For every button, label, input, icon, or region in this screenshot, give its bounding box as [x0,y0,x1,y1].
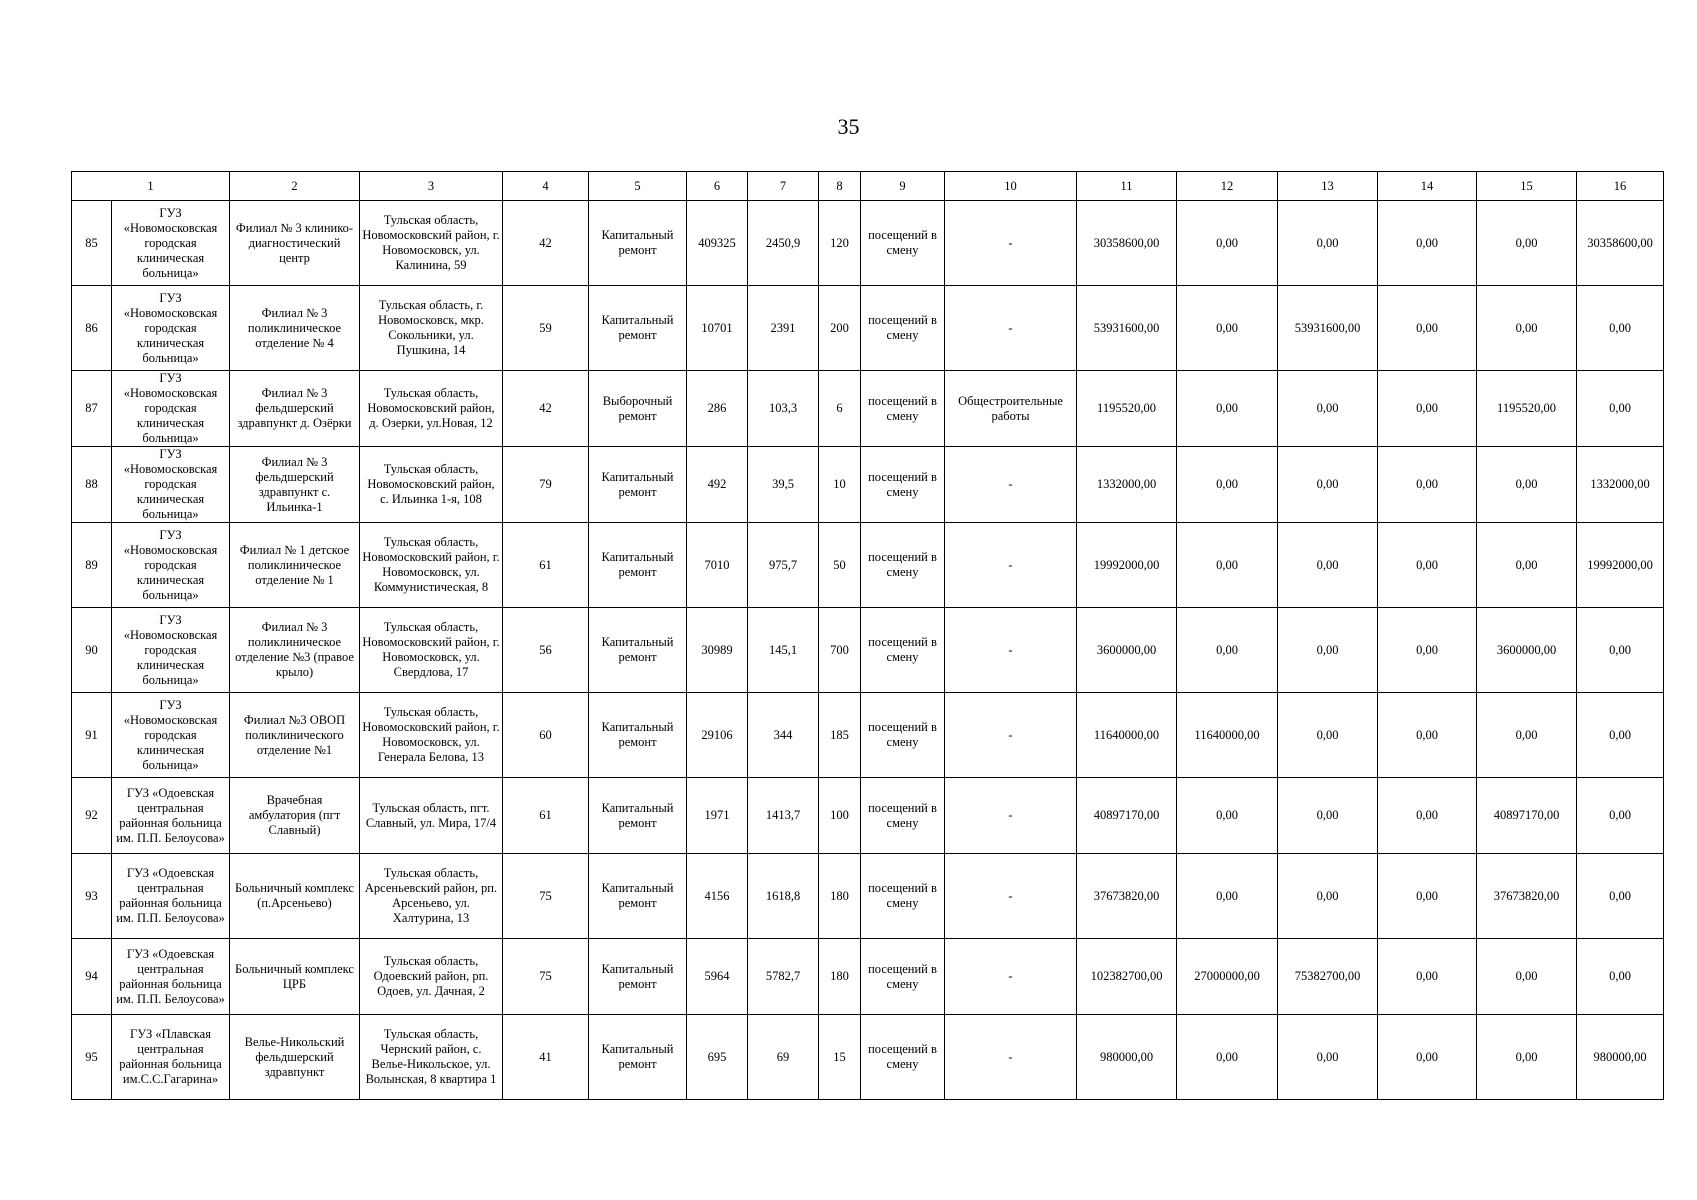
table-row [72,201,1664,286]
address-cell: Тульская область, Новомосковский район, д. Озерки, ул.Новая, 12 [360,371,503,447]
work-kind-cell: - [945,1015,1077,1100]
amount-col15-cell: 0,00 [1477,447,1577,523]
organization-cell: ГУЗ «Новомосковская городская клиническая больница» [112,201,230,286]
work-kind-cell: - [945,201,1077,286]
amount-col14-cell: 0,00 [1378,1015,1477,1100]
facility-cell: Филиал № 3 фельдшерский здравпункт д. Озёрки [230,371,360,447]
table-row [72,1015,1664,1100]
col6-cell: 492 [687,447,748,523]
work-kind-cell: - [945,939,1077,1015]
amount-col16-cell: 980000,00 [1577,1015,1664,1100]
page-number: 35 [837,114,860,139]
col6-cell: 286 [687,371,748,447]
address-cell: Тульская область, Новомосковский район, г. Новомосковск, ул. Калинина, 59 [360,201,503,286]
work-kind-cell: Общестроительные работы [945,371,1077,447]
capacity-unit-cell: посещений в смену [861,854,945,939]
work-type-cell: Капитальный ремонт [589,286,687,371]
col6-cell: 5964 [687,939,748,1015]
table-body [72,201,1664,1100]
amount-col16-cell: 1332000,00 [1577,447,1664,523]
organization-cell: ГУЗ «Плавская центральная районная больница им.С.С.Гагарина» [112,1015,230,1100]
amount-col14-cell: 0,00 [1378,693,1477,778]
amount-col15-cell: 0,00 [1477,523,1577,608]
capacity-cell: 100 [819,778,861,854]
organization-cell: ГУЗ «Новомосковская городская клиническая больница» [112,286,230,371]
address-cell: Тульская область, Одоевский район, рп. Одоев, ул. Дачная, 2 [360,939,503,1015]
amount-col14-cell: 0,00 [1378,939,1477,1015]
col4-cell: 42 [503,201,589,286]
total-amount-cell: 1332000,00 [1077,447,1177,523]
col6-cell: 409325 [687,201,748,286]
amount-col13-cell: 53931600,00 [1278,286,1378,371]
address-cell: Тульская область, Новомосковский район, г. Новомосковск, ул. Коммунистическая, 8 [360,523,503,608]
organization-cell: ГУЗ «Новомосковская городская клиническая больница» [112,523,230,608]
data-table-wrapper [71,171,1663,1100]
col6-cell: 4156 [687,854,748,939]
total-amount-cell: 30358600,00 [1077,201,1177,286]
row-number: 87 [72,371,112,447]
total-amount-cell: 1195520,00 [1077,371,1177,447]
facility-cell: Филиал № 3 поликлиническое отделение № 4 [230,286,360,371]
amount-col12-cell: 0,00 [1177,447,1278,523]
amount-col14-cell: 0,00 [1378,371,1477,447]
address-cell: Тульская область, Новомосковский район, г. Новомосковск, ул. Свердлова, 17 [360,608,503,693]
table-row [72,693,1664,778]
facility-cell: Врачебная амбулатория (пгт Славный) [230,778,360,854]
column-header: 6 [687,172,748,201]
address-cell: Тульская область, пгт. Славный, ул. Мира, 17/4 [360,778,503,854]
col6-cell: 10701 [687,286,748,371]
amount-col12-cell: 0,00 [1177,854,1278,939]
row-number: 92 [72,778,112,854]
capacity-unit-cell: посещений в смену [861,778,945,854]
capacity-cell: 185 [819,693,861,778]
amount-col16-cell: 19992000,00 [1577,523,1664,608]
row-number: 88 [72,447,112,523]
row-number: 91 [72,693,112,778]
capacity-unit-cell: посещений в смену [861,201,945,286]
column-header: 10 [945,172,1077,201]
row-number: 94 [72,939,112,1015]
amount-col13-cell: 0,00 [1278,523,1378,608]
row-number: 89 [72,523,112,608]
col6-cell: 7010 [687,523,748,608]
col4-cell: 61 [503,523,589,608]
col4-cell: 59 [503,286,589,371]
amount-col12-cell: 0,00 [1177,371,1278,447]
organization-cell: ГУЗ «Одоевская центральная районная больница им. П.П. Белоусова» [112,778,230,854]
row-number: 93 [72,854,112,939]
capacity-cell: 700 [819,608,861,693]
amount-col14-cell: 0,00 [1378,778,1477,854]
total-amount-cell: 3600000,00 [1077,608,1177,693]
capacity-cell: 120 [819,201,861,286]
address-cell: Тульская область, Новомосковский район, г. Новомосковск, ул. Генерала Белова, 13 [360,693,503,778]
organization-cell: ГУЗ «Одоевская центральная районная больница им. П.П. Белоусова» [112,939,230,1015]
work-type-cell: Капитальный ремонт [589,201,687,286]
amount-col15-cell: 40897170,00 [1477,778,1577,854]
amount-col12-cell: 27000000,00 [1177,939,1278,1015]
col4-cell: 61 [503,778,589,854]
work-kind-cell: - [945,286,1077,371]
amount-col15-cell: 0,00 [1477,201,1577,286]
amount-col16-cell: 0,00 [1577,778,1664,854]
capacity-cell: 15 [819,1015,861,1100]
amount-col14-cell: 0,00 [1378,201,1477,286]
total-amount-cell: 40897170,00 [1077,778,1177,854]
amount-col15-cell: 37673820,00 [1477,854,1577,939]
amount-col16-cell: 0,00 [1577,608,1664,693]
table-row [72,854,1664,939]
col6-cell: 695 [687,1015,748,1100]
work-type-cell: Выборочный ремонт [589,371,687,447]
column-header: 3 [360,172,503,201]
area-cell: 1413,7 [748,778,819,854]
column-header: 1 [72,172,230,201]
amount-col13-cell: 0,00 [1278,778,1378,854]
facility-cell: Филиал № 1 детское поликлиническое отделение № 1 [230,523,360,608]
amount-col12-cell: 0,00 [1177,1015,1278,1100]
amount-col13-cell: 0,00 [1278,854,1378,939]
amount-col14-cell: 0,00 [1378,608,1477,693]
amount-col12-cell: 0,00 [1177,778,1278,854]
table-row [72,778,1664,854]
column-header: 15 [1477,172,1577,201]
work-kind-cell: - [945,523,1077,608]
table-row [72,371,1664,447]
col4-cell: 79 [503,447,589,523]
total-amount-cell: 11640000,00 [1077,693,1177,778]
organization-cell: ГУЗ «Новомосковская городская клиническая больница» [112,371,230,447]
work-type-cell: Капитальный ремонт [589,608,687,693]
capacity-unit-cell: посещений в смену [861,1015,945,1100]
area-cell: 2391 [748,286,819,371]
capacity-unit-cell: посещений в смену [861,371,945,447]
amount-col13-cell: 0,00 [1278,1015,1378,1100]
capacity-unit-cell: посещений в смену [861,286,945,371]
column-header: 14 [1378,172,1477,201]
row-number: 95 [72,1015,112,1100]
amount-col14-cell: 0,00 [1378,286,1477,371]
work-type-cell: Капитальный ремонт [589,854,687,939]
area-cell: 344 [748,693,819,778]
work-type-cell: Капитальный ремонт [589,778,687,854]
capacity-unit-cell: посещений в смену [861,693,945,778]
capacity-unit-cell: посещений в смену [861,447,945,523]
capacity-unit-cell: посещений в смену [861,523,945,608]
capacity-cell: 6 [819,371,861,447]
amount-col12-cell: 11640000,00 [1177,693,1278,778]
column-header: 12 [1177,172,1278,201]
work-type-cell: Капитальный ремонт [589,447,687,523]
amount-col16-cell: 0,00 [1577,854,1664,939]
work-type-cell: Капитальный ремонт [589,1015,687,1100]
column-header: 2 [230,172,360,201]
amount-col16-cell: 30358600,00 [1577,201,1664,286]
facility-cell: Больничный комплекс (п.Арсеньево) [230,854,360,939]
col4-cell: 75 [503,939,589,1015]
column-header: 13 [1278,172,1378,201]
column-header: 8 [819,172,861,201]
amount-col14-cell: 0,00 [1378,854,1477,939]
facility-cell: Велье-Никольский фельдшерский здравпункт [230,1015,360,1100]
address-cell: Тульская область, Чернский район, с. Велье-Никольское, ул. Волынская, 8 квартира 1 [360,1015,503,1100]
col4-cell: 60 [503,693,589,778]
work-kind-cell: - [945,854,1077,939]
amount-col12-cell: 0,00 [1177,608,1278,693]
header-row [72,172,1664,201]
amount-col14-cell: 0,00 [1378,523,1477,608]
facility-cell: Филиал № 3 клинико-диагностический центр [230,201,360,286]
col4-cell: 41 [503,1015,589,1100]
capacity-cell: 10 [819,447,861,523]
work-kind-cell: - [945,778,1077,854]
capacity-unit-cell: посещений в смену [861,608,945,693]
amount-col15-cell: 0,00 [1477,1015,1577,1100]
work-type-cell: Капитальный ремонт [589,523,687,608]
capacity-unit-cell: посещений в смену [861,939,945,1015]
area-cell: 5782,7 [748,939,819,1015]
area-cell: 975,7 [748,523,819,608]
table-row [72,523,1664,608]
amount-col12-cell: 0,00 [1177,286,1278,371]
facility-cell: Филиал №3 ОВОП поликлинического отделение №1 [230,693,360,778]
table-row [72,939,1664,1015]
amount-col13-cell: 0,00 [1278,447,1378,523]
amount-col15-cell: 0,00 [1477,693,1577,778]
organization-cell: ГУЗ «Одоевская центральная районная больница им. П.П. Белоусова» [112,854,230,939]
column-header: 5 [589,172,687,201]
total-amount-cell: 53931600,00 [1077,286,1177,371]
capacity-cell: 50 [819,523,861,608]
table-row [72,447,1664,523]
facility-cell: Больничный комплекс ЦРБ [230,939,360,1015]
column-header: 11 [1077,172,1177,201]
area-cell: 145,1 [748,608,819,693]
work-type-cell: Капитальный ремонт [589,693,687,778]
amount-col13-cell: 0,00 [1278,371,1378,447]
total-amount-cell: 102382700,00 [1077,939,1177,1015]
organization-cell: ГУЗ «Новомосковская городская клиническая больница» [112,608,230,693]
capacity-cell: 180 [819,939,861,1015]
amount-col12-cell: 0,00 [1177,201,1278,286]
address-cell: Тульская область, г. Новомосковск, мкр. Сокольники, ул. Пушкина, 14 [360,286,503,371]
area-cell: 2450,9 [748,201,819,286]
column-header: 9 [861,172,945,201]
area-cell: 1618,8 [748,854,819,939]
row-number: 90 [72,608,112,693]
col6-cell: 30989 [687,608,748,693]
work-type-cell: Капитальный ремонт [589,939,687,1015]
area-cell: 39,5 [748,447,819,523]
amount-col14-cell: 0,00 [1378,447,1477,523]
col4-cell: 75 [503,854,589,939]
column-header: 4 [503,172,589,201]
total-amount-cell: 19992000,00 [1077,523,1177,608]
total-amount-cell: 980000,00 [1077,1015,1177,1100]
address-cell: Тульская область, Новомосковский район, с. Ильинка 1-я, 108 [360,447,503,523]
address-cell: Тульская область, Арсеньевский район, рп. Арсеньево, ул. Халтурина, 13 [360,854,503,939]
col4-cell: 42 [503,371,589,447]
amount-col15-cell: 0,00 [1477,939,1577,1015]
amount-col16-cell: 0,00 [1577,371,1664,447]
facility-cell: Филиал № 3 фельдшерский здравпункт с. Ильинка-1 [230,447,360,523]
row-number: 86 [72,286,112,371]
amount-col13-cell: 75382700,00 [1278,939,1378,1015]
organization-cell: ГУЗ «Новомосковская городская клиническая больница» [112,693,230,778]
column-header: 16 [1577,172,1664,201]
work-kind-cell: - [945,693,1077,778]
table-row [72,286,1664,371]
organization-cell: ГУЗ «Новомосковская городская клиническая больница» [112,447,230,523]
col6-cell: 29106 [687,693,748,778]
capacity-cell: 180 [819,854,861,939]
area-cell: 69 [748,1015,819,1100]
capacity-cell: 200 [819,286,861,371]
row-number: 85 [72,201,112,286]
amount-col16-cell: 0,00 [1577,693,1664,778]
amount-col16-cell: 0,00 [1577,286,1664,371]
amount-col13-cell: 0,00 [1278,693,1378,778]
total-amount-cell: 37673820,00 [1077,854,1177,939]
amount-col13-cell: 0,00 [1278,608,1378,693]
amount-col12-cell: 0,00 [1177,523,1278,608]
facility-cell: Филиал № 3 поликлиническое отделение №3 (правое крыло) [230,608,360,693]
amount-col15-cell: 3600000,00 [1477,608,1577,693]
amount-col15-cell: 0,00 [1477,286,1577,371]
amount-col13-cell: 0,00 [1278,201,1378,286]
column-header: 7 [748,172,819,201]
work-kind-cell: - [945,608,1077,693]
col4-cell: 56 [503,608,589,693]
amount-col15-cell: 1195520,00 [1477,371,1577,447]
amount-col16-cell: 0,00 [1577,939,1664,1015]
col6-cell: 1971 [687,778,748,854]
data-table [71,171,1664,1100]
area-cell: 103,3 [748,371,819,447]
table-row [72,608,1664,693]
work-kind-cell: - [945,447,1077,523]
